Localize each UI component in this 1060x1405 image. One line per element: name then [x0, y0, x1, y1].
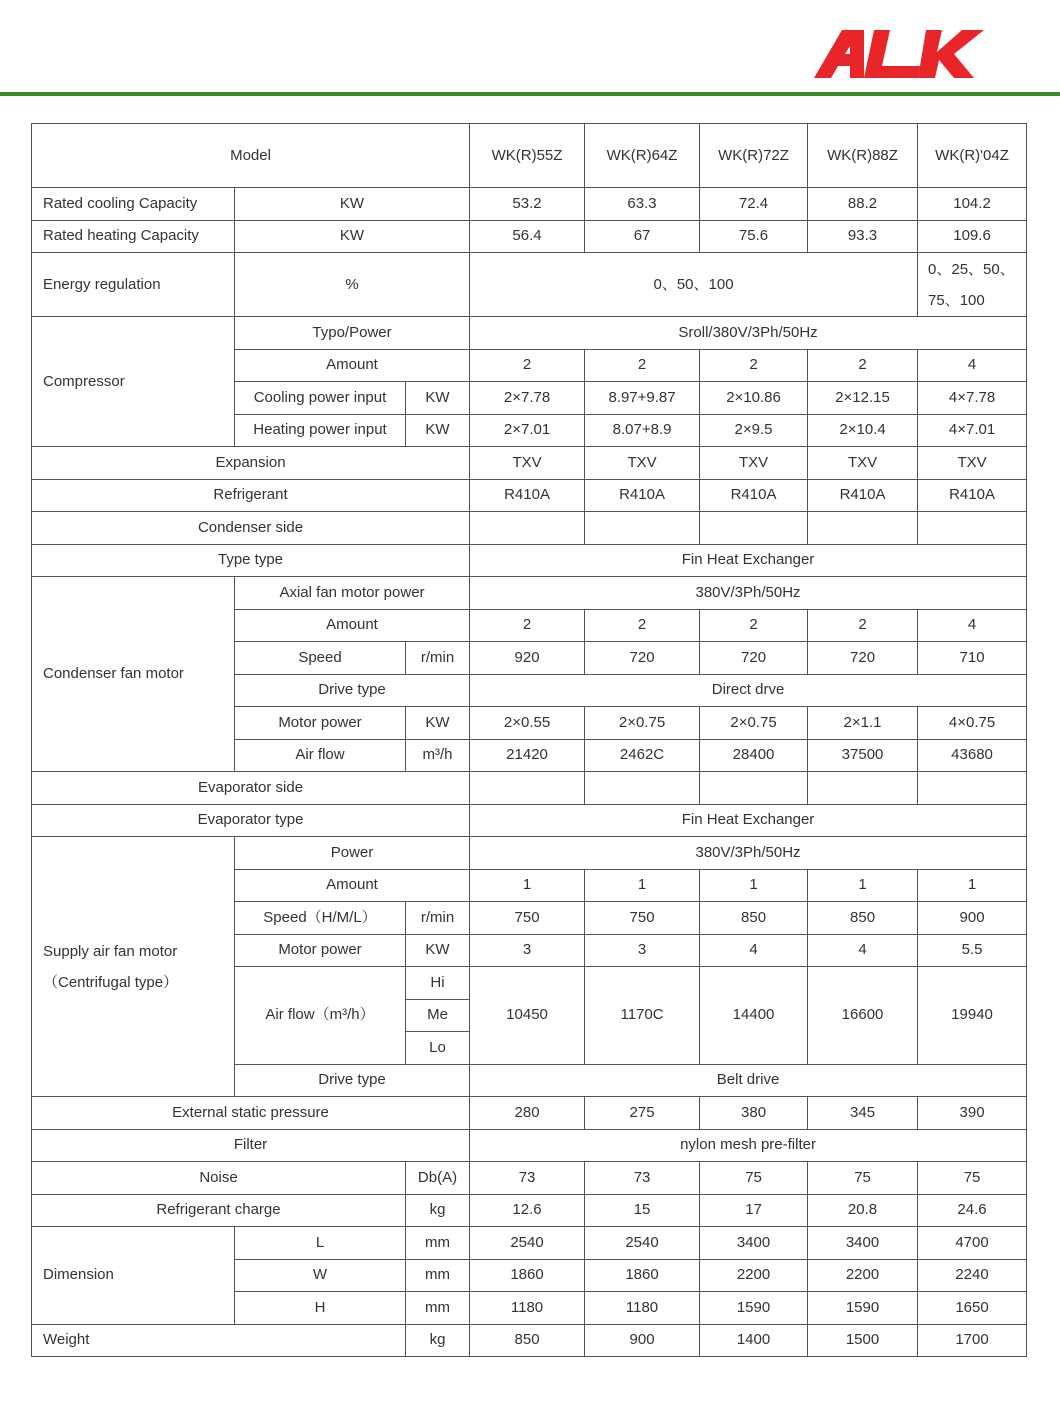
value-cell: R410A — [585, 479, 700, 512]
unit-cell: kg — [406, 1324, 470, 1357]
value-cell: 109.6 — [918, 220, 1027, 253]
value-cell: 53.2 — [470, 188, 585, 221]
value-cell: 4×0.75 — [918, 707, 1027, 740]
value-cell: 2×9.5 — [700, 414, 808, 447]
value-cell: 3400 — [700, 1227, 808, 1260]
value-cell: 21420 — [470, 739, 585, 772]
group-label: Compressor — [32, 317, 235, 447]
value-cell: 4 — [808, 934, 918, 967]
value-cell: 17 — [700, 1194, 808, 1227]
value-cell: 2×10.4 — [808, 414, 918, 447]
value-cell: 14400 — [700, 967, 808, 1065]
empty-cell — [470, 772, 585, 805]
value-cell: 2×7.01 — [470, 414, 585, 447]
row-label: Noise — [32, 1162, 406, 1195]
dimension-l-row — [32, 1227, 1027, 1260]
value-cell: 1650 — [918, 1292, 1027, 1325]
value-cell: 19940 — [918, 967, 1027, 1065]
value-cell: 2 — [808, 349, 918, 382]
value-cell: 1170C — [585, 967, 700, 1065]
value-cell: 3 — [470, 934, 585, 967]
unit-cell: Me — [406, 999, 470, 1032]
value-cell: 75 — [808, 1162, 918, 1195]
sub-label: Air flow — [235, 739, 406, 772]
value-cell: 1180 — [585, 1292, 700, 1325]
compressor-type-row — [32, 317, 1027, 350]
unit-cell: r/min — [406, 642, 470, 675]
section-label: Evaporator side — [32, 772, 470, 805]
unit-cell: mm — [406, 1259, 470, 1292]
model-cell: WK(R)'04Z — [918, 124, 1027, 188]
value-cell: 1860 — [470, 1259, 585, 1292]
empty-cell — [808, 512, 918, 545]
sub-label: Speed — [235, 642, 406, 675]
value-cell: 2×10.86 — [700, 382, 808, 415]
sub-label: W — [235, 1259, 406, 1292]
value-cell: 0、25、50、75、100 — [918, 253, 1027, 317]
value-cell: 4 — [918, 609, 1027, 642]
value-cell: 1400 — [700, 1324, 808, 1357]
value-cell: 4 — [700, 934, 808, 967]
value-cell: 1 — [585, 869, 700, 902]
value-cell: Sroll/380V/3Ph/50Hz — [470, 317, 1027, 350]
value-cell: 104.2 — [918, 188, 1027, 221]
value-cell: 67 — [585, 220, 700, 253]
value-cell: 4×7.78 — [918, 382, 1027, 415]
value-cell: 1590 — [808, 1292, 918, 1325]
value-cell: 73 — [470, 1162, 585, 1195]
evaporator-type-row — [32, 804, 1027, 837]
empty-cell — [700, 512, 808, 545]
sub-label: Amount — [235, 869, 470, 902]
value-cell: TXV — [470, 447, 585, 480]
unit-cell: KW — [406, 707, 470, 740]
value-cell: 2×0.55 — [470, 707, 585, 740]
value-cell: 2540 — [585, 1227, 700, 1260]
charge-row — [32, 1194, 1027, 1227]
sub-label: Amount — [235, 349, 470, 382]
value-cell: 12.6 — [470, 1194, 585, 1227]
model-cell: WK(R)88Z — [808, 124, 918, 188]
value-cell: 63.3 — [585, 188, 700, 221]
value-cell: 900 — [918, 902, 1027, 935]
value-cell: 380V/3Ph/50Hz — [470, 577, 1027, 610]
row-label: Rated cooling Capacity — [32, 188, 235, 221]
value-cell: 2240 — [918, 1259, 1027, 1292]
value-cell: 720 — [585, 642, 700, 675]
empty-cell — [918, 512, 1027, 545]
row-label: Rated heating Capacity — [32, 220, 235, 253]
unit-cell: Db(A) — [406, 1162, 470, 1195]
value-cell: 20.8 — [808, 1194, 918, 1227]
value-cell: 380 — [700, 1097, 808, 1130]
value-cell: 2 — [585, 609, 700, 642]
value-cell: R410A — [470, 479, 585, 512]
value-cell: R410A — [700, 479, 808, 512]
value-cell: 720 — [808, 642, 918, 675]
value-cell: 8.97+9.87 — [585, 382, 700, 415]
cooling-row — [32, 188, 1027, 221]
value-cell: 720 — [700, 642, 808, 675]
value-cell: 2 — [700, 609, 808, 642]
sub-label: Drive type — [235, 674, 470, 707]
value-cell: 750 — [585, 902, 700, 935]
value-cell: 24.6 — [918, 1194, 1027, 1227]
value-cell: 1 — [808, 869, 918, 902]
model-cell: WK(R)72Z — [700, 124, 808, 188]
unit-cell: KW — [235, 220, 470, 253]
expansion-row — [32, 447, 1027, 480]
value-cell: 1 — [700, 869, 808, 902]
condenser-type-row — [32, 544, 1027, 577]
value-cell: 2 — [808, 609, 918, 642]
value-cell: 75.6 — [700, 220, 808, 253]
row-label: Refrigerant — [32, 479, 470, 512]
value-cell: 275 — [585, 1097, 700, 1130]
value-cell: 1590 — [700, 1292, 808, 1325]
value-cell: 75 — [700, 1162, 808, 1195]
value-cell: 345 — [808, 1097, 918, 1130]
value-cell: 72.4 — [700, 188, 808, 221]
sub-label: Air flow（m³/h） — [235, 967, 406, 1065]
heating-row — [32, 220, 1027, 253]
sub-label: H — [235, 1292, 406, 1325]
value-cell: 4 — [918, 349, 1027, 382]
group-label: Condenser fan motor — [32, 577, 235, 772]
unit-cell: KW — [406, 414, 470, 447]
empty-cell — [918, 772, 1027, 805]
weight-row — [32, 1324, 1027, 1357]
value-cell: 1180 — [470, 1292, 585, 1325]
filter-row — [32, 1129, 1027, 1162]
value-cell: 2200 — [700, 1259, 808, 1292]
value-cell: 2×7.78 — [470, 382, 585, 415]
row-label: Evaporator type — [32, 804, 470, 837]
unit-cell: m³/h — [406, 739, 470, 772]
unit-cell: KW — [235, 188, 470, 221]
value-cell: 2×12.15 — [808, 382, 918, 415]
value-cell: 8.07+8.9 — [585, 414, 700, 447]
sub-label: Amount — [235, 609, 470, 642]
value-cell: 2540 — [470, 1227, 585, 1260]
value-cell: 43680 — [918, 739, 1027, 772]
value-cell: 1500 — [808, 1324, 918, 1357]
value-cell: 2×0.75 — [700, 707, 808, 740]
value-cell: 2200 — [808, 1259, 918, 1292]
value-cell: 3 — [585, 934, 700, 967]
value-cell: 10450 — [470, 967, 585, 1065]
esp-row — [32, 1097, 1027, 1130]
value-cell: 1 — [918, 869, 1027, 902]
unit-cell: KW — [406, 934, 470, 967]
value-cell: 2×0.75 — [585, 707, 700, 740]
value-cell: 850 — [700, 902, 808, 935]
empty-cell — [585, 512, 700, 545]
sub-label: Power — [235, 837, 470, 870]
energy-row — [32, 253, 1027, 317]
value-cell: TXV — [918, 447, 1027, 480]
value-cell: 710 — [918, 642, 1027, 675]
unit-cell: r/min — [406, 902, 470, 935]
value-cell: 850 — [808, 902, 918, 935]
model-cell: WK(R)55Z — [470, 124, 585, 188]
value-cell: 4700 — [918, 1227, 1027, 1260]
sub-label: Heating power input — [235, 414, 406, 447]
model-row — [32, 124, 1027, 188]
sub-label: Cooling power input — [235, 382, 406, 415]
value-cell: 390 — [918, 1097, 1027, 1130]
unit-cell: mm — [406, 1227, 470, 1260]
sub-label: Motor power — [235, 707, 406, 740]
row-label: Type type — [32, 544, 470, 577]
group-label: Dimension — [32, 1227, 235, 1325]
sub-label: Drive type — [235, 1064, 470, 1097]
value-cell: 280 — [470, 1097, 585, 1130]
model-cell: WK(R)64Z — [585, 124, 700, 188]
value-cell: 2 — [700, 349, 808, 382]
value-cell: Direct drve — [470, 674, 1027, 707]
value-cell: 1860 — [585, 1259, 700, 1292]
unit-cell: mm — [406, 1292, 470, 1325]
row-label: Energy regulation — [32, 253, 235, 317]
value-cell: 2 — [470, 609, 585, 642]
value-cell: TXV — [808, 447, 918, 480]
unit-cell: Lo — [406, 1032, 470, 1065]
row-label: Weight — [32, 1324, 406, 1357]
value-cell: 73 — [585, 1162, 700, 1195]
value-cell: 0、50、100 — [470, 253, 918, 317]
refrigerant-row — [32, 479, 1027, 512]
condenser-side-row — [32, 512, 1027, 545]
unit-cell: Hi — [406, 967, 470, 1000]
value-cell: TXV — [585, 447, 700, 480]
value-cell: 920 — [470, 642, 585, 675]
value-cell: 4×7.01 — [918, 414, 1027, 447]
unit-cell: kg — [406, 1194, 470, 1227]
value-cell: 88.2 — [808, 188, 918, 221]
value-cell: 16600 — [808, 967, 918, 1065]
value-cell: 75 — [918, 1162, 1027, 1195]
value-cell: 3400 — [808, 1227, 918, 1260]
empty-cell — [585, 772, 700, 805]
header-rule — [0, 92, 1060, 96]
empty-cell — [700, 772, 808, 805]
row-label: Expansion — [32, 447, 470, 480]
empty-cell — [470, 512, 585, 545]
alk-logo — [812, 26, 1002, 82]
model-label: Model — [32, 124, 470, 188]
value-cell: 2 — [585, 349, 700, 382]
group-label — [32, 837, 235, 1097]
sub-label: Speed（H/M/L） — [235, 902, 406, 935]
value-cell: 2×1.1 — [808, 707, 918, 740]
value-cell: 750 — [470, 902, 585, 935]
value-cell: 28400 — [700, 739, 808, 772]
value-cell: nylon mesh pre-filter — [470, 1129, 1027, 1162]
sub-label: Motor power — [235, 934, 406, 967]
unit-cell: % — [235, 253, 470, 317]
unit-cell: KW — [406, 382, 470, 415]
value-cell: 850 — [470, 1324, 585, 1357]
spec-table — [31, 123, 1027, 1357]
value-cell: 5.5 — [918, 934, 1027, 967]
value-cell: 15 — [585, 1194, 700, 1227]
sub-label: Typo/Power — [235, 317, 470, 350]
row-label: Refrigerant charge — [32, 1194, 406, 1227]
value-cell: 2462C — [585, 739, 700, 772]
cond-fan-axial-row — [32, 577, 1027, 610]
section-label: Condenser side — [32, 512, 470, 545]
value-cell: 1 — [470, 869, 585, 902]
value-cell: 900 — [585, 1324, 700, 1357]
sub-label: Axial fan motor power — [235, 577, 470, 610]
sub-label: L — [235, 1227, 406, 1260]
value-cell: 380V/3Ph/50Hz — [470, 837, 1027, 870]
value-cell: 2 — [470, 349, 585, 382]
value-cell: 56.4 — [470, 220, 585, 253]
row-label: Filter — [32, 1129, 470, 1162]
value-cell: Fin Heat Exchanger — [470, 544, 1027, 577]
value-cell: TXV — [700, 447, 808, 480]
evaporator-side-row — [32, 772, 1027, 805]
supply-fan-label: Supply air fan motor — [43, 942, 178, 960]
value-cell: 1700 — [918, 1324, 1027, 1357]
noise-row — [32, 1162, 1027, 1195]
value-cell: Fin Heat Exchanger — [470, 804, 1027, 837]
supply-power-row — [32, 837, 1027, 870]
supply-fan-sublabel: （Centrifugal type） — [43, 973, 179, 991]
value-cell: R410A — [808, 479, 918, 512]
value-cell: 37500 — [808, 739, 918, 772]
value-cell: R410A — [918, 479, 1027, 512]
row-label: External static pressure — [32, 1097, 470, 1130]
value-cell: 93.3 — [808, 220, 918, 253]
empty-cell — [808, 772, 918, 805]
value-cell: Belt drive — [470, 1064, 1027, 1097]
